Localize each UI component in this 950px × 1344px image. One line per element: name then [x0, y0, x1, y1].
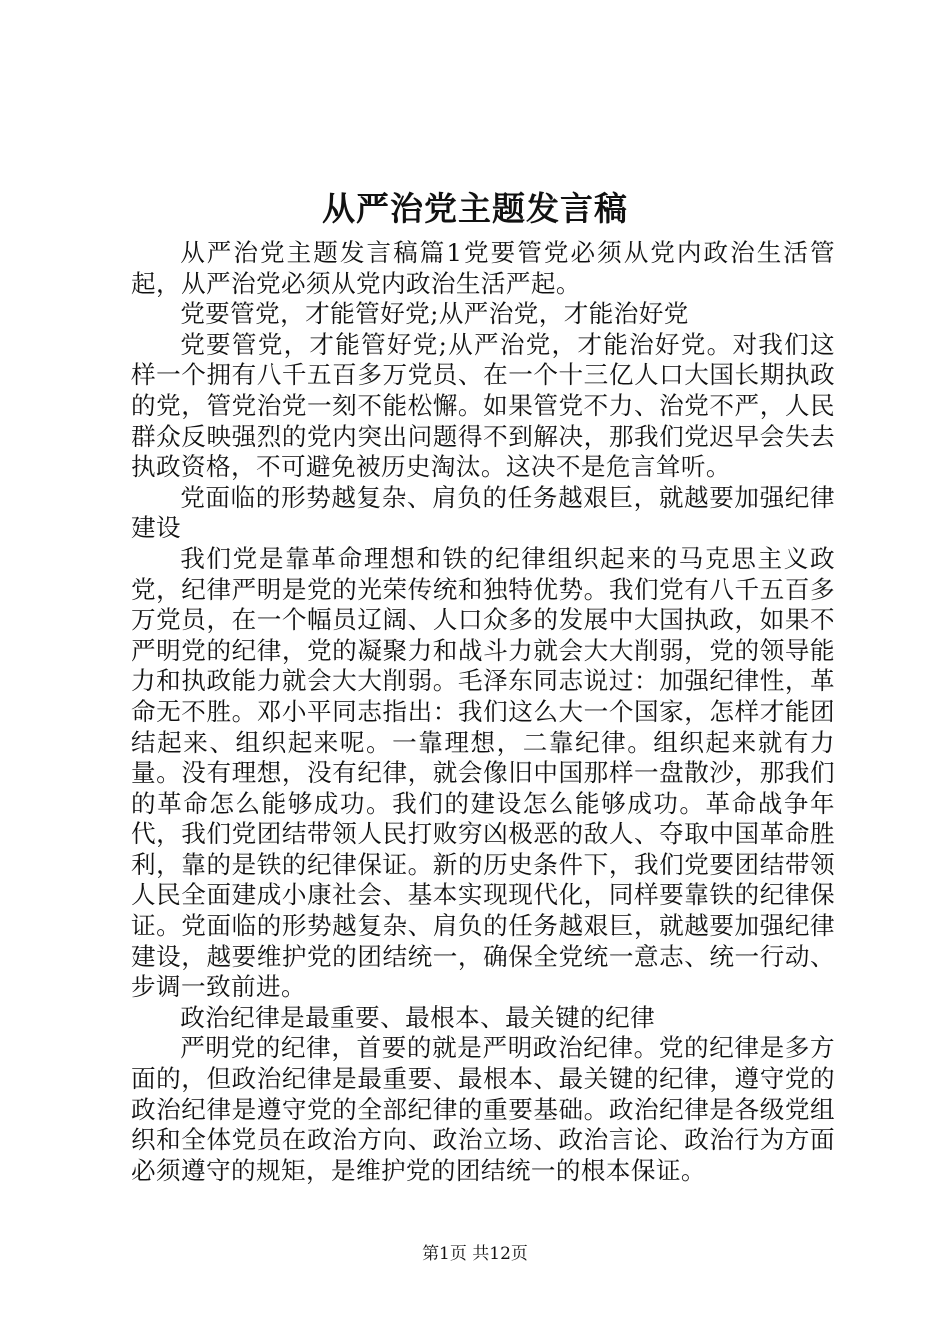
document-title: 从严治党主题发言稿	[322, 189, 628, 228]
document-body	[131, 238, 835, 1186]
section-heading: 党要管党，才能管好党;从严治党，才能治好党	[180, 299, 689, 329]
page-footer: 第1页 共12页	[422, 1244, 528, 1264]
section-heading: 党面临的形势越复杂、肩负的任务越艰巨，就越要加强纪律建设	[131, 482, 835, 543]
section-heading: 政治纪律是最重要、最根本、最关键的纪律	[180, 1002, 656, 1032]
paragraph: 从严治党主题发言稿篇1党要管党必须从党内政治生活管起，从严治党必须从党内政治生活严起。	[131, 238, 835, 298]
paragraph: 党要管党，才能管好党;从严治党，才能治好党。对我们这样一个拥有八千五百多万党员、在一个十三亿人口大国长期执政的党，管党治党一刻不能松懈。如果管党不力、治党不严，人民群众反映强烈的党内突出问题得不到解决，那我们党迟早会失去执政资格，不可避免被历史淘汰。这决不是危言耸听。	[131, 329, 835, 482]
paragraph: 严明党的纪律，首要的就是严明政治纪律。党的纪律是多方面的，但政治纪律是最重要、最根本、最关键的纪律，遵守党的政治纪律是遵守党的全部纪律的重要基础。政治纪律是各级党组织和全体党员在政治方向、政治立场、政治言论、政治行为方面必须遵守的规矩，是维护党的团结统一的根本保证。	[131, 1033, 835, 1185]
paragraph: 我们党是靠革命理想和铁的纪律组织起来的马克思主义政党，纪律严明是党的光荣传统和独特优势。我们党有八千五百多万党员，在一个幅员辽阔、人口众多的发展中大国执政，如果不严明党的纪律，党的凝聚力和战斗力就会大大削弱，党的领导能力和执政能力就会大大削弱。毛泽东同志说过：加强纪律性，革命无不胜。邓小平同志指出：我们这么大一个国家，怎样才能团结起来、组织起来呢。一靠理想，二靠纪律。组织起来就有力量。没有理想，没有纪律，就会像旧中国那样一盘散沙，那我们的革命怎么能够成功。我们的建设怎么能够成功。革命战争年代，我们党团结带领人民打败穷凶极恶的敌人、夺取中国革命胜利，靠的是铁的纪律保证。新的历史条件下，我们党要团结带领人民全面建成小康社会、基本实现现代化，同样要靠铁的纪律保证。党面临的形势越复杂、肩负的任务越艰巨，就越要加强纪律建设，越要维护党的团结统一，确保全党统一意志、统一行动、步调一致前进。	[131, 543, 835, 1002]
